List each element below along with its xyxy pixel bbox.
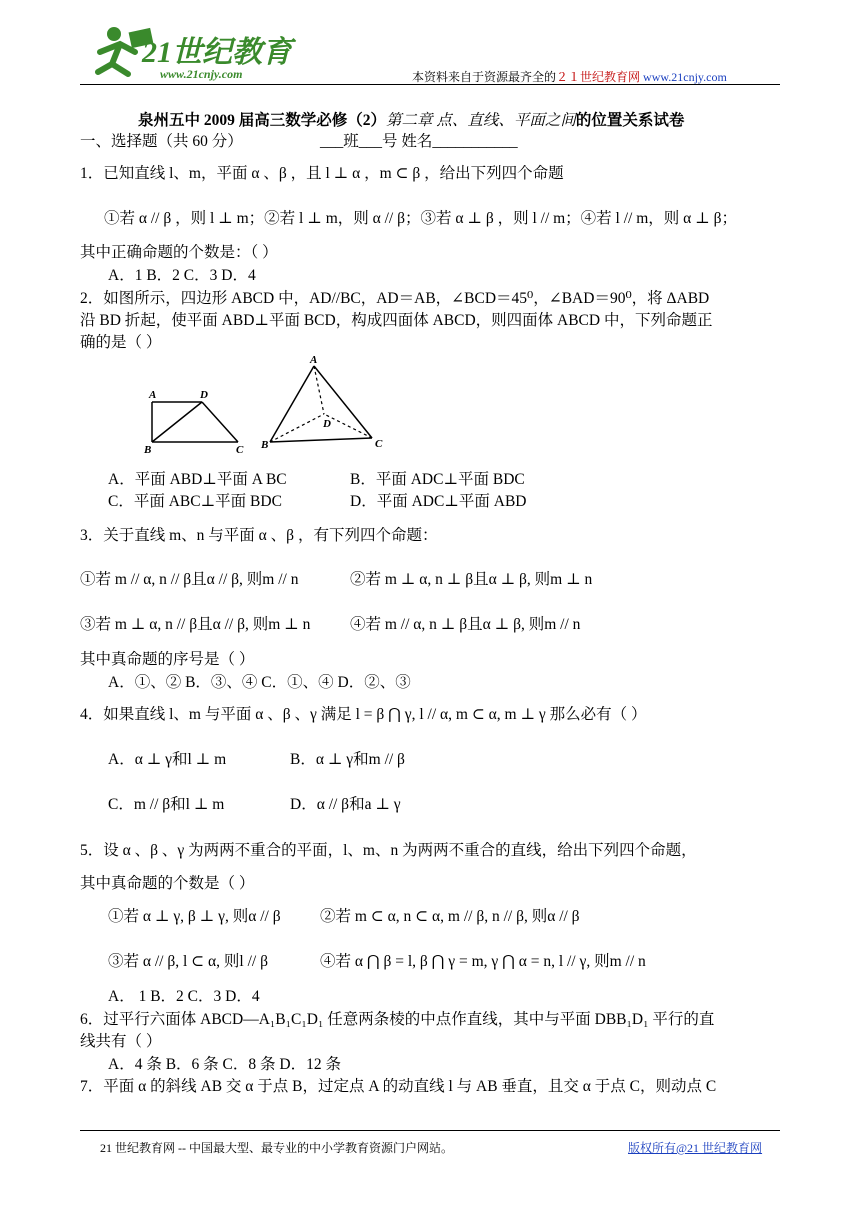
fig2-label-b: B [261,439,269,451]
q2-option-d: D．平面 ADC⊥平面 ABD [350,493,527,510]
q2-option-a: A．平面 ABD⊥平面 A BC [108,471,287,488]
fig1-label-b: B [144,444,152,456]
q4-option-d: D．α // β和a ⊥ γ [290,796,401,813]
q3-stem: 3．关于直线 m、n 与平面 α 、β ，有下列四个命题： [80,527,438,544]
header-note-prefix: 本资料来自于资源最齐全的 [412,70,557,84]
name-blank: ___班___号 姓名___________ [320,133,518,150]
q1-ask: 其中正确命题的个数是：（ ） [80,244,278,261]
q2-option-c: C．平面 ABC⊥平面 BDC [108,493,282,510]
q5-prop4: ④若 α ⋂ β = l, β ⋂ γ = m, γ ⋂ α = n, l // γ, 则m // n [320,953,646,970]
q5-line2: 其中真命题的个数是（ ） [80,875,255,892]
q3-prop2: ②若 m ⊥ α, n ⊥ β且α ⊥ β, 则m ⊥ n [350,571,593,588]
header-url-link[interactable]: www.21cnjy.com [643,70,727,84]
q5-prop1: ①若 α ⊥ γ, β ⊥ γ, 则α // β [108,908,281,925]
title-part2: 第二章 点、直线、平面之间 [386,112,576,129]
tetrahedron-figure [270,366,372,442]
logo-graphic [80,22,310,86]
q3-options: A．①、② B．③、④ C．①、④ D．②、③ [108,674,411,691]
footer-divider [80,1130,780,1131]
q5-line1: 5．设 α 、β 、γ 为两两不重合的平面，l、m、n 为两两不重合的直线，给出下列四个命题， [80,842,697,859]
q3-prop1: ①若 m // α, n // β且α // β, 则m // n [80,571,299,588]
fig2-label-d: D [323,418,331,430]
q5-options: A． 1 B．2 C．3 D．4 [108,988,260,1005]
fig1-label-a: A [149,389,157,401]
q7-line1: 7．平面 α 的斜线 AB 交 α 于点 B，过定点 A 的动直线 l 与 AB 垂直，且交 α 于点 C，则动点 C [80,1078,717,1095]
quadrilateral-figure [152,402,238,442]
q6-line2: 线共有（ ） [80,1033,162,1050]
logo-head-icon [107,27,121,41]
title-part1: 泉州五中 2009 届高三数学必修（2） [138,112,387,129]
q1-options: A．1 B．2 C．3 D．4 [108,267,256,284]
fig1-label-c: C [236,444,244,456]
site-logo[interactable] [80,22,310,86]
q2-option-b: B．平面 ADC⊥平面 BDC [350,471,525,488]
tetrahedron-hidden-edges [270,366,372,442]
footer-left-text: 21 世纪教育网 -- 中国最大型、最专业的中小学教育资源门户网站。 [100,1141,453,1155]
q3-prop3: ③若 m ⊥ α, n // β且α // β, 则m ⊥ n [80,616,311,633]
q6-options: A．4 条 B．6 条 C．8 条 D．12 条 [108,1056,341,1073]
fig1-label-d: D [200,389,208,401]
section-heading: 一、选择题（共 60 分） [80,133,243,150]
header-note [412,68,727,85]
q5-prop2: ②若 m ⊂ α, n ⊂ α, m // β, n // β, 则α // β [320,908,580,925]
q2-line3: 确的是（ ） [80,334,162,351]
title-part3: 的位置关系试卷 [575,112,685,129]
q4-stem: 4．如果直线 l、m 与平面 α 、β 、γ 满足 l = β ⋂ γ, l // α, m ⊂ α, m ⊥ γ 那么必有（ ） [80,706,647,723]
fig2-label-c: C [375,438,383,450]
q1-stem: 1．已知直线 l、m，平面 α 、β ，且 l ⊥ α ，m ⊂ β ，给出下列四个命题 [80,165,564,182]
logo-main-text: 21世纪教育 [142,36,292,69]
runner-icon [98,44,135,74]
fig2-label-a: A [310,354,318,366]
q2-line1: 2．如图所示，四边形 ABCD 中，AD//BC，AD＝AB，∠BCD＝45⁰，∠BAD＝90⁰，将 ΔABD [80,290,710,307]
footer-copyright-link[interactable]: 版权所有@21 世纪教育网 [628,1141,763,1155]
page-title [138,108,684,130]
logo-sub-text: www.21cnjy.com [160,67,243,81]
header-site-name[interactable]: ２１世纪教育网 [556,70,641,84]
q2-line2: 沿 BD 折起，使平面 ABD⊥平面 BCD，构成四面体 ABCD，则四面体 ABCD 中，下列命题正 [80,312,713,329]
q4-option-c: C．m // β和l ⊥ m [108,796,225,813]
q2-figure [140,352,400,457]
header-divider [80,84,780,85]
q4-option-a: A．α ⊥ γ和l ⊥ m [108,751,227,768]
q3-prop4: ④若 m // α, n ⊥ β且α ⊥ β, 则m // n [350,616,581,633]
q4-option-b: B．α ⊥ γ和m // β [290,751,405,768]
q3-ask: 其中真命题的序号是（ ） [80,651,255,668]
q5-prop3: ③若 α // β, l ⊂ α, 则l // β [108,953,268,970]
q1-props: ①若 α // β ，则 l ⊥ m；②若 l ⊥ m，则 α // β；③若 α ⊥ β ，则 l // m；④若 l // m，则 α ⊥ β； [104,210,737,227]
q6-line1: 6．过平行六面体 ABCD—A₁B₁C₁D₁ 任意两条棱的中点作直线，其中与平面 DBB₁D₁ 平行的直 [80,1011,715,1028]
